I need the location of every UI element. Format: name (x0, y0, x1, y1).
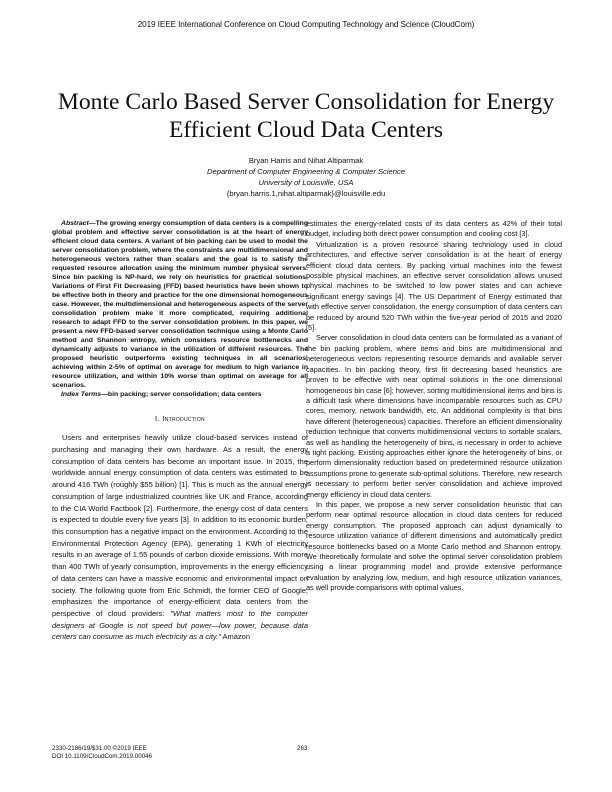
intro-paragraph-2: Virtualization is a proven resource sharing technology used in cloud architectures, and effective server consolidation is at the heart of energy efficient cloud data centers. By packing virtual machines into the fewest possible physical machines, an effective server consolidation allows unused physical machines to be switched to low power states and can achieve significant energy savings [4]. The US Department of Energy estimated that with effective server consolidation, the energy consumption of data centers can be reduced by around 520 TWh within the five-year period of 2015 and 2020 [5]. (306, 239, 562, 333)
conference-header: 2019 IEEE International Conference on Cloud Computing Technology and Science (CloudCom) (137, 20, 475, 29)
abstract-label: Abstract (61, 220, 89, 227)
author-names: Bryan Harris and Nihat Altiparmak (248, 156, 364, 165)
right-column (306, 219, 562, 594)
author-department: Department of Computer Engineering & Computer Science (207, 167, 405, 176)
index-terms-label: Index Terms (61, 391, 102, 399)
section-heading-introduction: I. Introduction (155, 414, 205, 424)
index-terms-text: —bin packing; server consolidation; data centers (101, 391, 262, 399)
intro-paragraph-1-text: Users and enterprises heavily utilize cloud-based services instead of purchasing and managing their own hardware. As a result, the energy consumption of data centers has become an important issue. In 2015, the worldwide annual energy consumption of data centers was estimated to be around 416 TWh (roughly $55 billion) [1]. This is much as the annual energy consumption of large industrialized countries like UK and France, according to the CIA World Factbook [2]. Furthermore, the energy cost of data centers is expected to double every five years [3]. In addition to its economic burden, this consumption has a negative impact on the environment. According to the Environmental Protection Agency (EPA), generating 1 KWh of electricity results in an average of 1.55 pounds of carbon dioxide emissions. With more than 400 TWh of yearly consumption, improvements in the energy efficiency of data centers can have a massive economic and environmental impact on society. The following quote from Eric Schmidt, the former CEO of Google, emphasizes the importance of energy-efficient data centers from the perspective of cloud providers: (52, 433, 308, 618)
author-emails: {bryan.harris.1,nihat.altiparmak}@louisville.edu (226, 189, 386, 198)
index-terms (52, 390, 308, 399)
intro-paragraph-1-tail: Amazon (220, 632, 251, 642)
paper-title: Monte Carlo Based Server Consolidation for Energy Efficient Cloud Data Centers (57, 89, 555, 143)
left-column (52, 219, 308, 643)
intro-paragraph-1 (52, 432, 308, 643)
eric-schmidt-quote: "What matters most to the computer designers at Google is not speed but power—low power, because data centers can consume as much electricity as a city." (52, 608, 308, 642)
intro-paragraph-3: Server consolidation in cloud data centers can be formulated as a variant of the bin packing problem, where items and bins are multidimensional and heterogeneous vectors representing resource demands and available server capacities. In bin packing theory, first fit decreasing based heuristics are proven to be effective with near optimal solutions in the one dimensional homogeneous bin case [6]; however, sorting multidimensional items and bins is a difficult task where dimensions have incomparable resources such as CPU cores, memory, network bandwidth, etc. An additional complexity is that bins have different (heterogeneous) capacities. Therefore an efficient dimensionality reduction technique that converts multidimensional vectors to sortable scalars, as well as handling the heterogeneity of bins, is necessary in order to achieve a tight packing. Existing approaches either ignore the heterogeneity of bins, or perform dimensionality reduction based on predetermined resource utilization assumptions prone to generate sub-optimal solutions. Therefore, new research is necessary to perform better server consolidation and achieve improved energy efficiency in cloud data centers. (306, 333, 562, 499)
footer-doi: DOI 10.1109/CloudCom.2019.00046 (52, 753, 152, 760)
introduction-body (52, 432, 308, 643)
abstract (52, 219, 308, 390)
intro-paragraph-4: In this paper, we propose a new server consolidation heuristic that can perform near optimal resource allocation in cloud data centers for reduced energy consumption. The proposed approach can adjust dynamically to resource utilization variance of different dimensions and automatically predict resource bottlenecks based on a Monte Carlo method and Shannon entropy. We theoretically formulate and solve the optimal server consolidation problem using a linear programming model and provide extensive performance evaluation by analyzing low, medium, and high resource utilization variances, as well provide comparisons with optimal values. (306, 499, 562, 593)
footer-issn: 2330-2186/19/$31.00 ©2019 IEEE (52, 745, 147, 752)
author-university: University of Louisville, USA (258, 178, 354, 187)
author-block (0, 155, 612, 199)
intro-paragraph-1-continued: estimates the energy-related costs of its data centers as 42% of their total budget, including both direct power consumption and cooling cost [3]. (306, 219, 562, 239)
abstract-text: —The growing energy consumption of data centers is a compelling global problem and effective server consolidation is at the heart of energy efficient cloud data centers. A variant of bin packing can be used to model the server consolidation problem, where the constraints are multidimensional and heterogeneous vectors rather than scalars and the goal is to satisfy the requested resource allocation using the minimum number physical servers. Since bin packing is NP-hard, we rely on heuristics for practical solutions. Variations of First Fit Decreasing (FFD) based heuristics have been shown to be effective both in theory and practice for the one dimensional homogeneous case. However, the multidimensional and heterogeneous aspects of the server consolidation problem make it more complicated, requiring additional research to adapt FFD to the server consolidation problem. In this paper, we present a new FFD-based server consolidation technique using a Monte Carlo method and Shannon entropy, which considers resource bottlenecks and dynamically adjusts to variance in the utilization of different resources. The proposed heuristic outperforms existing techniques in all scenarios, achieving within 2-5% of optimal on average for medium to high variance in resource utilization, and within 10% worse than optimal on average for all scenarios. (52, 220, 308, 390)
footer-copyright (52, 745, 152, 761)
page-number: 263 (297, 745, 308, 752)
